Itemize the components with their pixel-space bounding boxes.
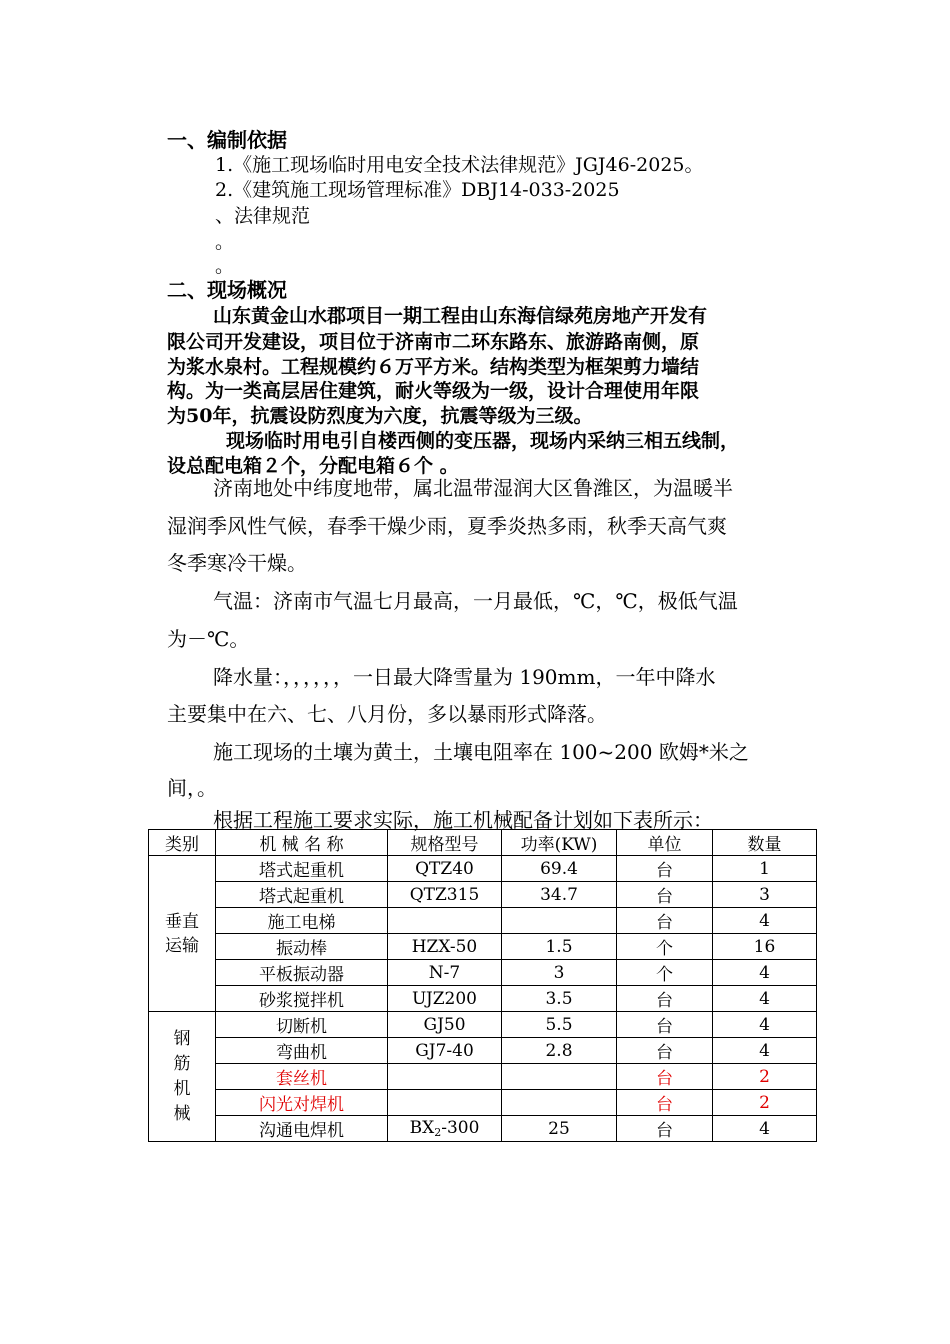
machine-unit: 台 <box>617 1012 713 1038</box>
machine-power <box>502 908 617 934</box>
machine-power: 34.7 <box>502 882 617 908</box>
overview-line: 为50年，抗震设防烈度为六度，抗震等级为三级。 <box>167 405 593 427</box>
basis-item-1: 1.《施工现场临时用电安全技术法律规范》JGJ46-2025。 <box>215 154 704 176</box>
machine-name: 砂浆搅拌机 <box>216 986 388 1012</box>
machine-model <box>388 1064 502 1090</box>
table-row <box>149 1116 817 1142</box>
table-row <box>149 1012 817 1038</box>
machine-name: 弯曲机 <box>216 1038 388 1064</box>
model-tail: -300 <box>441 1118 480 1138</box>
machine-name: 施工电梯 <box>216 908 388 934</box>
overview-line: 构。为一类高层居住建筑，耐火等级为一级，设计合理使用年限 <box>167 380 700 402</box>
overview-line: 为浆水泉村。工程规模约６万平方米。结构类型为框架剪力墙结 <box>167 356 700 378</box>
category-vertical-transport: 垂直 运输 <box>149 856 216 1012</box>
basis-item-2: 2.《建筑施工现场管理标准》DBJ14-033-2025 <box>215 179 620 201</box>
machine-qty: 4 <box>713 960 817 986</box>
table-row <box>149 856 817 882</box>
basis-item-3: 、法律规范 <box>215 205 311 227</box>
model-main: BX <box>409 1118 435 1138</box>
machine-qty: 3 <box>713 882 817 908</box>
table-row-highlighted <box>149 1090 817 1116</box>
machine-unit: 台 <box>617 1090 713 1116</box>
machine-model: GJ50 <box>388 1012 502 1038</box>
machine-unit: 台 <box>617 986 713 1012</box>
machine-model: QTZ40 <box>388 856 502 882</box>
machine-qty: 4 <box>713 1012 817 1038</box>
header-category: 类别 <box>149 830 216 856</box>
header-power: 功率(KW) <box>502 830 617 856</box>
model-subscript: 2 <box>434 1126 442 1139</box>
machine-qty: 4 <box>713 1038 817 1064</box>
basis-item-5: 。 <box>215 255 235 277</box>
machine-name: 切断机 <box>216 1012 388 1038</box>
machine-model: HZX-50 <box>388 934 502 960</box>
machinery-table <box>148 829 817 1142</box>
machine-name: 闪光对焊机 <box>216 1090 388 1116</box>
machine-qty: 4 <box>713 908 817 934</box>
machine-power <box>502 1090 617 1116</box>
machine-unit: 台 <box>617 1064 713 1090</box>
machine-power: 5.5 <box>502 1012 617 1038</box>
machine-power: 3.5 <box>502 986 617 1012</box>
machine-unit: 个 <box>617 960 713 986</box>
machine-unit: 台 <box>617 1038 713 1064</box>
machine-power: 2.8 <box>502 1038 617 1064</box>
machine-qty: 1 <box>713 856 817 882</box>
machine-name: 平板振动器 <box>216 960 388 986</box>
machine-qty: 4 <box>713 986 817 1012</box>
machine-model: UJZ200 <box>388 986 502 1012</box>
soil-line: 间，。 <box>167 776 217 800</box>
machine-unit: 台 <box>617 882 713 908</box>
category-rebar-machinery: 钢 筋 机 械 <box>149 1012 216 1142</box>
table-intro: 根据工程施工要求实际，施工机械配备计划如下表所示： <box>213 808 713 832</box>
precipitation-line: 降水量：，，，，，，一日最大降雪量为 190mm，一年中降水 <box>213 665 716 689</box>
machine-model <box>388 1090 502 1116</box>
header-quantity: 数量 <box>713 830 817 856</box>
section-2-title: 二、现场概况 <box>167 278 287 302</box>
machine-unit: 台 <box>617 856 713 882</box>
machine-model: N-7 <box>388 960 502 986</box>
section-1-title: 一、编制依据 <box>167 128 287 152</box>
machine-model: QTZ315 <box>388 882 502 908</box>
climate-line: 湿润季风性气候，春季干燥少雨，夏季炎热多雨，秋季天高气爽 <box>167 514 727 538</box>
power-line: 设总配电箱２个，分配电箱６个 。 <box>167 455 459 477</box>
machine-power <box>502 1064 617 1090</box>
machine-power: 3 <box>502 960 617 986</box>
temperature-line: 气温：济南市气温七月最高，一月最低，℃，℃，极低气温 <box>213 589 738 613</box>
machine-name: 振动棒 <box>216 934 388 960</box>
soil-line: 施工现场的土壤为黄土，土壤电阻率在 100~200 欧姆*米之 <box>213 740 749 764</box>
machine-power: 69.4 <box>502 856 617 882</box>
temperature-line: 为－℃。 <box>167 627 250 651</box>
machine-name: 套丝机 <box>216 1064 388 1090</box>
header-model: 规格型号 <box>388 830 502 856</box>
machine-name: 塔式起重机 <box>216 856 388 882</box>
overview-line: 山东黄金山水郡项目一期工程由山东海信绿苑房地产开发有 <box>213 305 708 327</box>
table-row <box>149 934 817 960</box>
precipitation-line: 主要集中在六、七、八月份，多以暴雨形式降落。 <box>167 702 607 726</box>
machine-model: GJ7-40 <box>388 1038 502 1064</box>
machine-power: 1.5 <box>502 934 617 960</box>
machine-qty: 4 <box>713 1116 817 1142</box>
table-row-highlighted <box>149 1064 817 1090</box>
table-row <box>149 986 817 1012</box>
machine-name: 塔式起重机 <box>216 882 388 908</box>
overview-line: 限公司开发建设，项目位于济南市二环东路东、旅游路南侧，原 <box>167 331 700 353</box>
climate-line: 冬季寒冷干燥。 <box>167 551 307 575</box>
machine-unit: 台 <box>617 1116 713 1142</box>
machine-qty: 2 <box>713 1064 817 1090</box>
machine-model <box>388 908 502 934</box>
table-row <box>149 1038 817 1064</box>
header-unit: 单位 <box>617 830 713 856</box>
table-row <box>149 908 817 934</box>
table-row <box>149 882 817 908</box>
climate-line: 济南地处中纬度地带，属北温带湿润大区鲁潍区，为温暖半 <box>213 476 733 500</box>
machine-name: 沟通电焊机 <box>216 1116 388 1142</box>
power-line: 现场临时用电引自楼西侧的变压器，现场内采纳三相五线制， <box>226 430 740 452</box>
machine-qty: 16 <box>713 934 817 960</box>
machine-power: 25 <box>502 1116 617 1142</box>
header-machine-name: 机 械 名 称 <box>216 830 388 856</box>
basis-item-4: 。 <box>215 231 235 253</box>
machine-unit: 台 <box>617 908 713 934</box>
machine-model <box>388 1116 502 1142</box>
table-header-row <box>149 830 817 856</box>
machine-unit: 个 <box>617 934 713 960</box>
machine-qty: 2 <box>713 1090 817 1116</box>
table-row <box>149 960 817 986</box>
